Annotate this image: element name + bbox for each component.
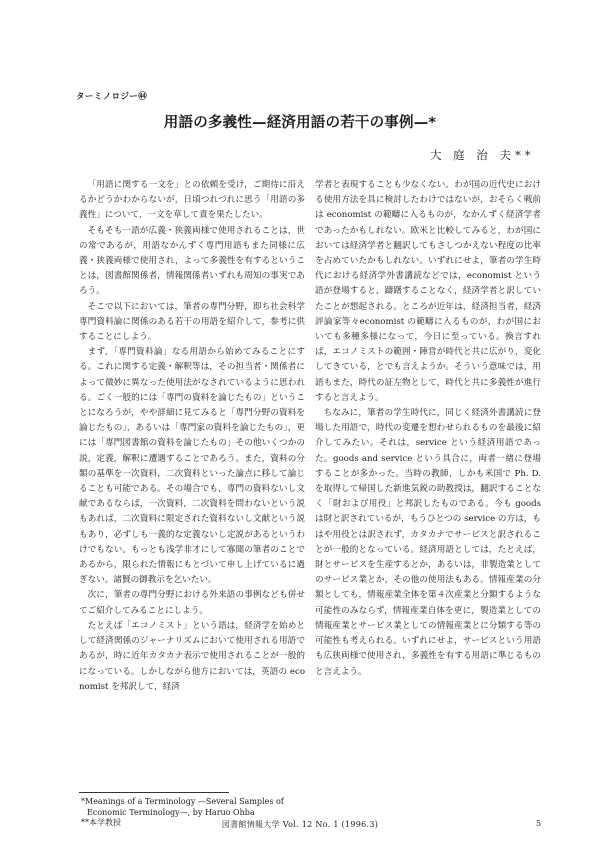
body-paragraph: 学者と表現することも少なくない。わが国の近代史における使用方法を具に検討したわけではないが，おそらく戦前は economist の範疇に入るものが，なかんずく経済学者であったかもしれない。欧米と比較してみると，わが国においては経済学者と翻訳してもさしつかえない程度の比率を占めていたかもしれない。いずれにせよ，筆者の学生時代における経済学外書講読などでは，economist という語が登場すると，躊躇することなく，経済学者と訳していたことが想起される。ところが近年は，経済担当者，経済評論家等々economist の範疇に入るものが，わが国においても多種多様になって，今日に至っている。換言すれば，エコノミストの範囲・陣営が時代と共に広がり，変化してきている，とでも言えようか。そういう意味では，用語もまた，時代の証左物として，時代と共に多義性が進行すると言えよう。 xyxy=(315,180,541,403)
series-label: ターミノロジー㊹ xyxy=(76,92,148,102)
body-left-column xyxy=(79,178,305,695)
journal-footer: 図書館情報大学 Vol. 12 No. 1 (1996.3) xyxy=(221,820,379,829)
body-paragraph: たとえば「エコノミスト」という語は，経済学を始めとして経済関係のジャーナリズムにおいて使用される用語であるが，時に近年カタカナ表示で使用されることが一般的になっている。しかしながら他方においては，英語の economist を邦訳して，経済 xyxy=(79,620,305,692)
body-paragraph: 「用語に関する一文を」との依頼を受け，ご期待に沿えるかどうかわからないが，日頃つれづれに思う「用語の多義性」について，一文を草して責を果たしたい。 xyxy=(79,180,305,221)
body-paragraph: そこで以下においては，筆者の専門分野，即ち社会科学専門資料論に関係のある若干の用語を紹介して，参考に供することにしよう。 xyxy=(79,301,305,343)
footnote-author-affiliation: **本学教授 xyxy=(81,818,121,827)
body-paragraph: ちなみに，筆者の学生時代に，同じく経済外書講読に登場した用語で，時代の変遷を想わせられるものを最後に紹介してみたい。それは，service という経済用語であった。goods and service という具合に，両者一緒に登場することが多かった。当時の教師，しかも米国で Ph. D. を取得して帰国した新進気鋭の助教授は，翻訳することなく「財および用役」と邦訳したものである。今も goods は財と訳されているが，もうひとつの service の方は，もはや用役とは訳されず，カタカナでサービスと訳されることが一般的となっている。経済用語としては，たとえば，財とサービスを生産するとか，あるいは，非製造業としてのサービス業とか，その他の使用法もある。情報産業の分類としても，情報産業全体を第４次産業と分類するような可能性のみならず，情報産業自体を更に，製造業としての情報産業とサービス業としての情報産業とに分類する等の可能性も考えられる。いずれにせよ，サービスという用語も広狭両様で使用され，多義性を有する用語に準じるものと言えよう。 xyxy=(315,408,541,677)
footnote-divider xyxy=(79,792,229,793)
body-paragraph: 次に，筆者の専門分野における外来語の事例なども併せてご紹介してみることにしよう。 xyxy=(79,590,305,616)
body-paragraph: そもそも一語が広義・狭義両様で使用されることは，世の常であるが，用語なかんずく専門用語もまた同様に広義・狭義両様で使用され，よって多義性を有するということは，図書館関係者，情報関係者いずれも周知の事実であろう。 xyxy=(79,225,305,297)
page-number: 5 xyxy=(536,819,542,828)
footnote-english-title: *Meanings of a Terminology —Several Samples of xyxy=(81,797,284,806)
body-paragraph: まず，「専門資料論」なる用語から始めてみることにする。これに関する定義・解釈等は，その担当者・関係者によって微妙に異なった使用法がなされているように思われる。ごく一般的には「専門の資料を論じたもの」ということになろうが，やや詳細に見てみると「専門分野の資料を論じたもの」，あるいは「専門家の資料を論じたもの」，更には「専門図書館の資料を論じたもの」その他いくつかの説，定義，解釈に遭遇することであろう。また，資料の分類の基準を一次資料，二次資料といった論点に移して論じることも可能である。その場合でも，専門の資料ないし文献であるならば，一次資料，二次資料を問わないという説もあれば，二次資料に限定された資料ないし文献という説もあり，必ずしも一義的な定義ないし定説があるというわけでもない。もっとも浅学非才にして寡聞の筆者のことであるから，限られた情報にもとづいて申し上げているに過ぎない。諸賢の御教示を乞いたい。 xyxy=(79,347,305,586)
article-title: 用語の多義性—経済用語の若干の事例—* xyxy=(163,115,437,131)
body-right-column xyxy=(315,178,541,680)
footnote-english-title-cont: Economic Terminology—, by Haruo Ohba xyxy=(87,807,255,817)
author-name: 大 庭 治 夫** xyxy=(430,148,535,162)
